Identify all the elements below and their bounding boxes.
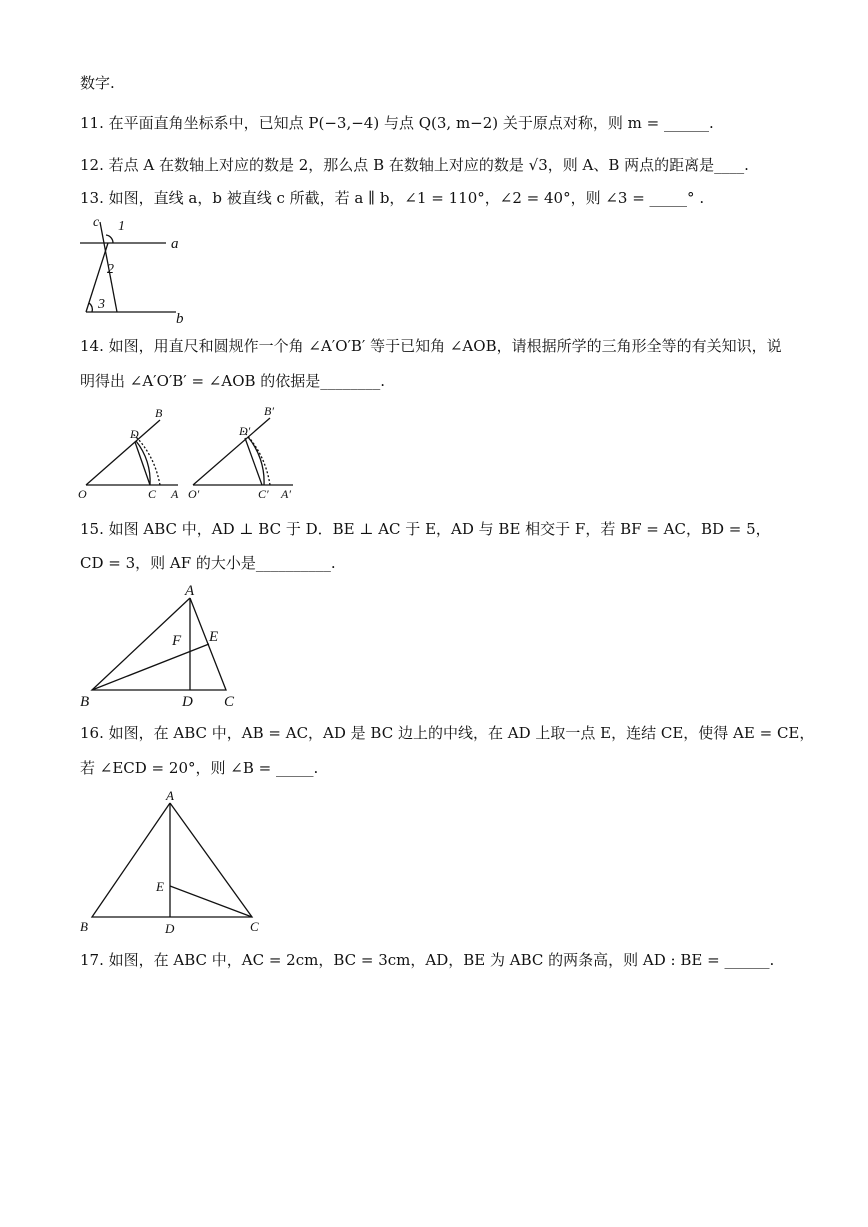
altitude-BE	[92, 644, 209, 690]
label-D: D	[182, 694, 193, 710]
triangle-ABC	[92, 803, 252, 917]
angle-3-arc	[89, 303, 92, 312]
question-17: 17. 如图，在 ABC 中，AC = 2cm，BC = 3cm，AD，BE 为 ABC 的两条高，则 AD : BE = ______.	[80, 951, 775, 969]
arc-compass-2	[243, 431, 270, 485]
label-A: A	[185, 583, 195, 599]
question-15-line-1: 15. 如图 ABC 中，AD ⊥ BC 于 D．BE ⊥ AC 于 E，AD 与 BE 相交于 F，若 BF = AC，BD = 5，	[80, 520, 771, 538]
question-14-line-1: 14. 如图，用直尺和圆规作一个角 ∠A′O′B′ 等于已知角 ∠AOB，请根据所学的三角形全等的有关知识，说	[80, 337, 782, 355]
label-E: E	[156, 879, 164, 894]
intro-fragment: 数字.	[80, 74, 115, 92]
label-D: D	[130, 427, 139, 441]
label-E: E	[209, 629, 219, 645]
label-c: c	[93, 215, 100, 230]
label-A-prime: A′	[281, 487, 291, 501]
label-O-prime: O′	[188, 487, 200, 501]
label-F: F	[172, 633, 182, 649]
label-C-prime: C′	[258, 487, 269, 501]
figure-14	[78, 403, 308, 503]
question-13: 13. 如图，直线 a，b 被直线 c 所截，若 a ∥ b，∠1 = 110°，∠2 = 40°，则 ∠3 = _____° .	[80, 189, 705, 207]
label-C: C	[148, 487, 157, 501]
figure-15	[78, 582, 258, 712]
question-12: 12. 若点 A 在数轴上对应的数是 2，那么点 B 在数轴上对应的数是 √3，则 A、B 两点的距离是____.	[80, 156, 749, 174]
label-b: b	[176, 311, 184, 327]
label-B-prime: B′	[264, 404, 274, 418]
label-B: B	[80, 919, 88, 934]
label-2: 2	[107, 262, 114, 277]
label-C: C	[250, 919, 259, 934]
segment-CE	[170, 886, 252, 917]
triangle-ABC	[92, 598, 226, 690]
label-A: A	[171, 487, 179, 501]
label-D: D	[165, 921, 175, 936]
figure-16	[78, 787, 278, 937]
ray-OB	[86, 420, 160, 485]
label-D-prime: D′	[239, 424, 251, 438]
question-11: 11. 在平面直角坐标系中，已知点 P(−3,−4) 与点 Q(3, m−2) 关于原点对称，则 m = ______.	[80, 114, 714, 132]
question-14-line-2: 明得出 ∠A′O′B′ = ∠AOB 的依据是________.	[80, 372, 386, 390]
label-B: B	[80, 694, 90, 710]
label-a: a	[171, 236, 179, 252]
figure-13	[80, 212, 200, 327]
angle-1-arc	[106, 235, 113, 243]
label-1: 1	[118, 219, 125, 234]
question-15-line-2: CD = 3，则 AF 的大小是__________.	[80, 554, 336, 572]
label-C: C	[224, 694, 235, 710]
label-3: 3	[98, 297, 105, 312]
label-O: O	[78, 487, 87, 501]
arc-C2D2	[248, 437, 264, 485]
label-A: A	[166, 788, 174, 803]
question-16-line-1: 16. 如图，在 ABC 中，AB = AC，AD 是 BC 边上的中线，在 AD 上取一点 E，连结 CE，使得 AE = CE，	[80, 724, 815, 742]
label-B: B	[155, 406, 163, 420]
question-16-line-2: 若 ∠ECD = 20°，则 ∠B = _____.	[80, 759, 319, 777]
